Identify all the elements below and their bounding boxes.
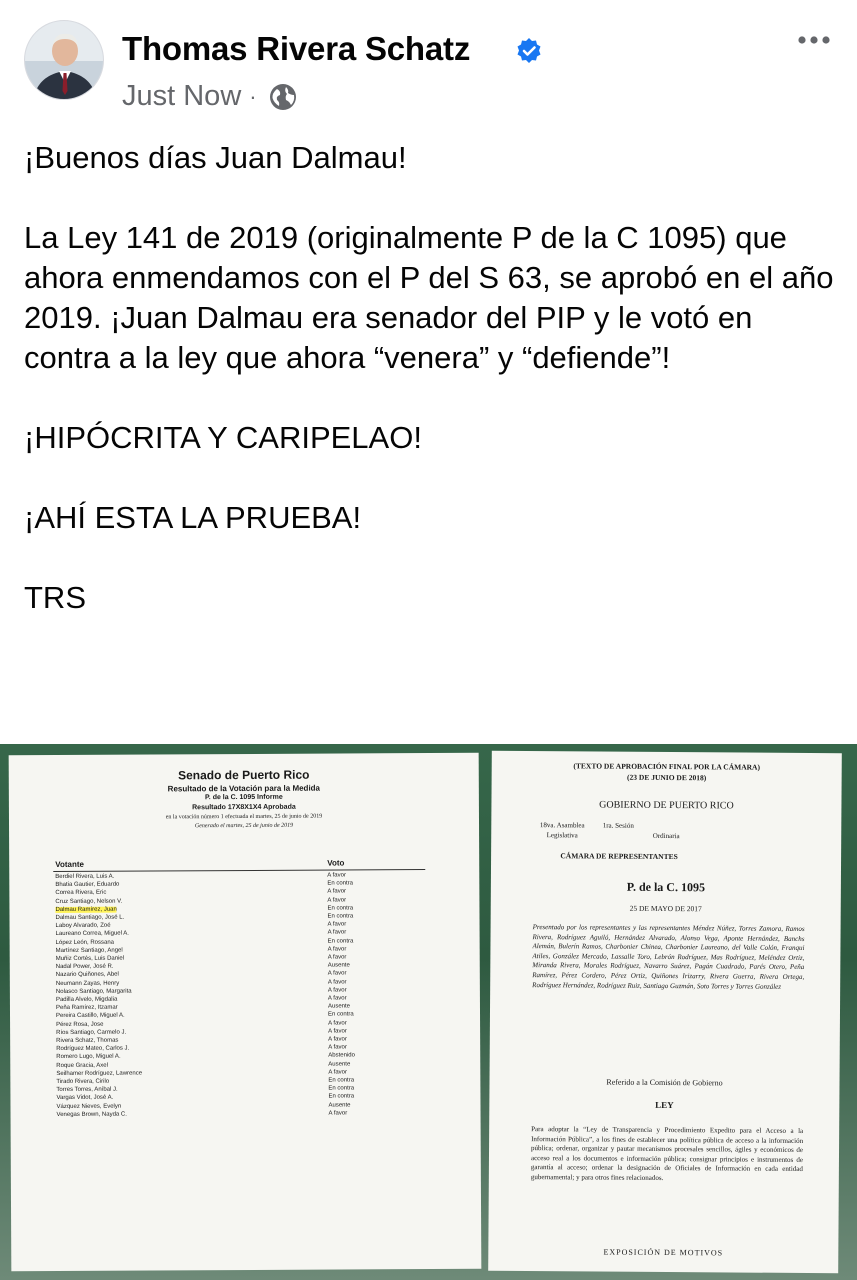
voter-name: Dalmau Ramírez, Juan	[55, 906, 117, 913]
assembly-label-2: Legislativa	[546, 831, 578, 840]
voter-name: Padilla Alvelo, Migdalia	[55, 996, 118, 1004]
author-name[interactable]: Thomas Rivera Schatz	[122, 30, 471, 67]
voter-name: Pereira Castillo, Miguel A.	[56, 1013, 125, 1020]
voter-name: Venegas Brown, Nayda C.	[56, 1111, 127, 1118]
post-body	[24, 138, 839, 618]
voter-name: Nadal Power, José R.	[55, 963, 114, 971]
vote-value: A favor	[327, 946, 347, 953]
ley-heading: LEY	[655, 1099, 674, 1111]
voter-name: Romero Lugo, Miguel A.	[56, 1054, 121, 1061]
vote-value: En contra	[328, 1093, 355, 1101]
post-paragraph-greeting: ¡Buenos días Juan Dalmau!	[24, 140, 407, 175]
verified-badge-icon	[515, 37, 543, 65]
vote-row	[57, 1109, 427, 1119]
vote-value: A favor	[328, 1069, 348, 1076]
session-label: 1ra. Sesión	[602, 821, 634, 830]
vote-value: A favor	[327, 970, 347, 978]
voter-name: Roque Gracia, Axel	[56, 1062, 108, 1069]
voter-name: Cruz Santiago, Nelson V.	[55, 898, 123, 905]
voter-name: Rodríguez Mateo, Carlos J.	[56, 1045, 130, 1053]
chamber-heading: CÁMARA DE REPRESENTANTES	[560, 851, 678, 862]
voter-name: Laureano Correa, Miguel A.	[55, 931, 129, 938]
voter-name: Laboy Alvarado, Zoé	[55, 922, 111, 930]
globe-icon[interactable]	[267, 81, 299, 113]
voter-name: Pérez Rosa, Jose	[56, 1021, 104, 1028]
meta-separator: ·	[249, 83, 257, 109]
vote-value: A favor	[327, 995, 347, 1002]
voter-column-header: Votante	[55, 859, 84, 869]
post-timestamp[interactable]: Just Now	[122, 80, 242, 112]
post-paragraph-proof: ¡AHÍ ESTA LA PRUEBA!	[24, 500, 362, 535]
vote-value: Ausente	[327, 1003, 351, 1010]
voter-name: Nazario Quiñones, Abel	[55, 972, 119, 979]
author-avatar[interactable]	[24, 20, 104, 100]
session-label-2: Ordinaria	[652, 831, 680, 841]
vote-value: A favor	[327, 872, 346, 879]
voter-name: Muñiz Cortés, Luis Daniel	[55, 955, 125, 963]
referred-to: Referido a la Comisión de Gobierno	[606, 1077, 723, 1088]
voter-name: Dalmau Santiago, José L.	[55, 914, 125, 922]
avatar-photo	[25, 21, 104, 100]
assembly-label: 18va. Asamblea	[539, 821, 585, 830]
voter-name: Berdiel Rivera, Luis A.	[55, 873, 115, 880]
post-paragraph-exclamation: ¡HIPÓCRITA Y CARIPELAO!	[24, 420, 422, 455]
voter-name: Neumann Zayas, Henry	[55, 980, 120, 987]
vote-value: En contra	[327, 880, 354, 887]
vote-value: En contra	[328, 1011, 354, 1019]
voter-name: Vázquez Nieves, Evelyn	[56, 1103, 122, 1110]
vote-value: A favor	[328, 1028, 347, 1035]
voter-name: Tirado Rivera, Cirilo	[56, 1078, 110, 1086]
voter-name: Ríos Santiago, Carmelo J.	[56, 1029, 127, 1036]
post-meta	[122, 80, 299, 113]
bill-date: 25 DE MAYO DE 2017	[629, 903, 702, 914]
approval-date: (23 DE JUNIO DE 2018)	[627, 772, 707, 783]
voter-name: López León, Rossana	[55, 939, 115, 946]
vote-value: Abstenido	[328, 1052, 355, 1060]
post-header	[0, 0, 857, 125]
vote-value: A favor	[327, 987, 347, 994]
voter-name: Rivera Schatz, Thomas	[56, 1037, 119, 1045]
vote-value: A favor	[328, 1036, 347, 1043]
vote-result: Resultado 17X8X1X4 Aprobada	[192, 803, 296, 812]
vote-value: A favor	[327, 888, 347, 895]
vote-value: En contra	[327, 905, 354, 912]
vote-value: A favor	[327, 954, 347, 961]
government-heading: GOBIERNO DE PUERTO RICO	[599, 799, 734, 812]
voter-name: Correa Rivera, Eric	[55, 890, 107, 897]
voter-name-cell	[57, 1109, 329, 1119]
more-options-icon[interactable]	[797, 34, 831, 46]
motives-heading: EXPOSICIÓN DE MOTIVOS	[603, 1247, 724, 1258]
vote-value: En contra	[328, 1085, 355, 1092]
voter-name: Seilhamer Rodríguez, Lawrence	[56, 1070, 143, 1077]
vote-value: A favor	[328, 1044, 347, 1051]
voter-name: Bhatia Gautier, Eduardo	[55, 881, 120, 889]
approval-header: (TEXTO DE APROBACIÓN FINAL POR LA CÁMARA)	[573, 761, 761, 772]
voter-name: Martínez Santiago, Angel	[55, 947, 123, 954]
vote-result-heading: Resultado de la Votación para la Medida	[167, 783, 321, 794]
vote-value: A favor	[328, 1020, 347, 1027]
voter-name: Vargas Vidot, José A.	[56, 1095, 114, 1102]
vote-value: A favor	[327, 929, 347, 936]
post-photo[interactable]	[0, 744, 857, 1280]
senate-vote-document	[9, 753, 482, 1271]
vote-value: Ausente	[328, 1061, 351, 1068]
voter-name: Torres Torres, Aníbal J.	[56, 1086, 118, 1094]
vote-value: A favor	[328, 1110, 348, 1117]
vote-value: En contra	[327, 913, 354, 920]
vote-value: A favor	[327, 897, 347, 904]
generated-date: Generado el martes, 25 de junio de 2019	[194, 822, 294, 830]
bill-reference: P. de la C. 1095 Informe	[205, 793, 283, 802]
vote-value: A favor	[327, 921, 347, 928]
bill-number: P. de la C. 1095	[626, 879, 706, 895]
presented-by: Presentado por los representantes y las representantes Méndez Núñez, Torres Zamora, Ramos Rivera, Rodríguez Aguiló, Hernández Alvarado, Alonso Vega, Aponte Hernández, Banchs Alemán, Bulerín Ramos, Charbonier Chinea, Charbonier Laureano, del Valle Colón, Franqui Atiles, González Mercado, Lassalle Toro, Lebrón Rodríguez, Mas Rodríguez, Meléndez Ortiz, Miranda Rivera, Morales Rodríguez, Navarro Suárez, Pagán Cuadrado, Parés Otero, Peña Ramírez, Pérez Cordero, Pérez Ortiz, Quiñones Irizarry, Rivera Guerra, Rivera Ortega, Rodríguez Hernández, Rodríguez Ruiz, Santiago Guzmán, Soto Torres y Torres González	[532, 923, 805, 991]
bill-purpose: Para adoptar la “Ley de Transparencia y Procedimiento Expedito para el Acceso a la Información Pública”, a los fines de establecer una política pública de acceso a la información pública; ordenar, organizar y pautar mecanismos procesales sencillos, ágiles y económicos de acceso real a los documentos e información pública; consignar principios e instrumentos de garantía al acceso; ordenar la designación de Oficiales de Información en cada entidad gubernamental; y para otros fines relacionados.	[530, 1125, 804, 1182]
vote-value: A favor	[327, 979, 347, 986]
vote-session: en la votación número 1 efectuada el martes, 25 de junio de 2019	[165, 813, 323, 821]
house-bill-document	[488, 751, 842, 1273]
vote-value: Ausente	[328, 1102, 351, 1109]
voter-name: Nolasco Santiago, Margarita	[55, 988, 132, 995]
post-signature: TRS	[24, 580, 86, 615]
vote-list	[55, 871, 426, 1119]
voter-name: Peña Ramírez, Itzamar	[55, 1004, 118, 1012]
post-paragraph-main: La Ley 141 de 2019 (originalmente P de la C 1095) que ahora enmendamos con el P del S 63, se aprobó en el año 2019. ¡Juan Dalmau era senador del PIP y le votó en contra a la ley que ahora “venera” y “defiende”!	[24, 220, 834, 375]
vote-value: En contra	[328, 1077, 355, 1084]
vote-column-header: Voto	[327, 858, 345, 868]
vote-value: En contra	[327, 938, 354, 945]
senate-title: Senado de Puerto Rico	[178, 767, 310, 783]
vote-value: Ausente	[327, 962, 350, 969]
